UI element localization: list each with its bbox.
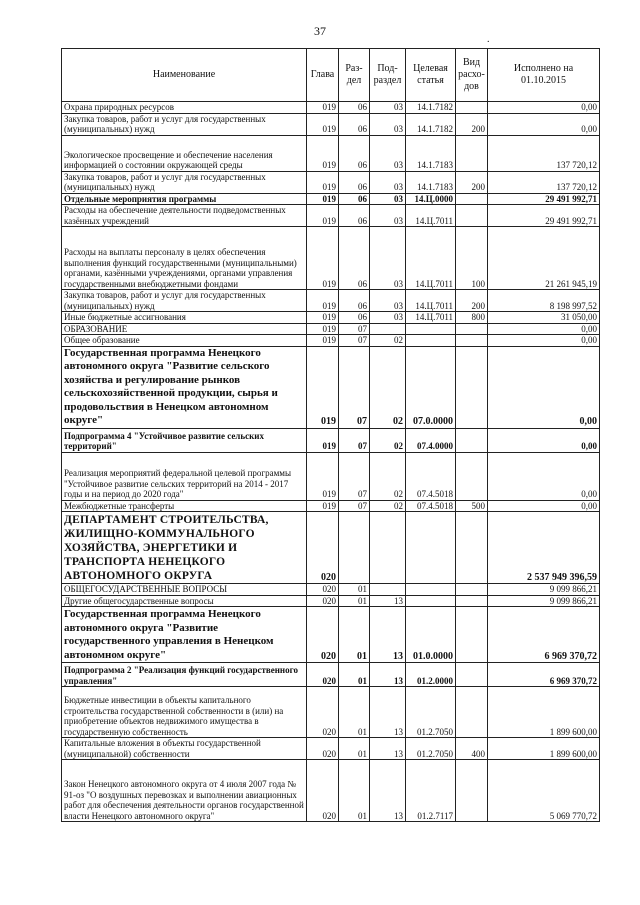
row-chapter: 020 (307, 760, 339, 822)
row-name: Государственная программа Ненецкого автономного округа "Развитие сельского хозяйства и регулирование рынков сельскохозяйственной продукции, сырья и продовольствия в Ненецком автономном округе" (62, 346, 307, 428)
row-chapter: 019 (307, 227, 339, 290)
row-section: 06 (339, 205, 370, 227)
row-chapter: 020 (307, 607, 339, 663)
row-section: 01 (339, 584, 370, 596)
row-expense-type (456, 428, 488, 452)
row-subsection: 03 (370, 205, 406, 227)
row-section: 06 (339, 227, 370, 290)
row-section: 07 (339, 452, 370, 500)
row-subsection: 02 (370, 452, 406, 500)
row-amount: 0,00 (488, 428, 600, 452)
row-chapter: 019 (307, 135, 339, 171)
row-name: Отдельные мероприятия программы (62, 193, 307, 205)
row-chapter: 019 (307, 205, 339, 227)
row-expense-type (456, 346, 488, 428)
row-name: Расходы на обеспечение деятельности подведомственных казённых учреждений (62, 205, 307, 227)
table-row (62, 512, 600, 584)
row-chapter: 020 (307, 595, 339, 607)
row-amount: 6 969 370,72 (488, 607, 600, 663)
row-subsection (370, 323, 406, 335)
row-expense-type (456, 595, 488, 607)
row-subsection: 03 (370, 290, 406, 312)
row-section: 06 (339, 135, 370, 171)
row-name: Реализация мероприятий федеральной целевой программы "Устойчивое развитие сельских территорий на 2014 - 2017 годы и на период до 2020 года" (62, 452, 307, 500)
row-expense-type: 200 (456, 171, 488, 193)
row-subsection: 13 (370, 595, 406, 607)
row-expense-type (456, 687, 488, 738)
row-amount: 2 537 949 396,59 (488, 512, 600, 584)
table-row (62, 738, 600, 760)
row-chapter: 019 (307, 290, 339, 312)
row-target: 14.Ц.0000 (406, 193, 456, 205)
row-chapter: 020 (307, 663, 339, 687)
row-chapter: 019 (307, 500, 339, 512)
table-row (62, 290, 600, 312)
row-target: 14.1.7182 (406, 113, 456, 135)
row-target: 14.1.7183 (406, 135, 456, 171)
row-expense-type: 800 (456, 312, 488, 324)
row-target: 07.4.5018 (406, 452, 456, 500)
table-body (62, 102, 600, 822)
row-target: 14.Ц.7011 (406, 312, 456, 324)
row-subsection: 03 (370, 193, 406, 205)
table-row (62, 102, 600, 114)
row-subsection: 02 (370, 500, 406, 512)
row-subsection (370, 512, 406, 584)
row-expense-type (456, 102, 488, 114)
row-section: 06 (339, 102, 370, 114)
row-name: Бюджетные инвестиции в объекты капитального строительства государственной собственности в (или) на приобретение объектов недвижимого имущества в государственную собственность (62, 687, 307, 738)
row-section: 06 (339, 312, 370, 324)
table-row (62, 171, 600, 193)
row-amount: 9 099 866,21 (488, 595, 600, 607)
row-target: 07.4.0000 (406, 428, 456, 452)
row-expense-type (456, 607, 488, 663)
table-row (62, 687, 600, 738)
row-amount: 9 099 866,21 (488, 584, 600, 596)
row-expense-type (456, 584, 488, 596)
table-row (62, 500, 600, 512)
header-name: Наименование (62, 49, 307, 102)
row-amount: 137 720,12 (488, 135, 600, 171)
row-subsection: 02 (370, 335, 406, 347)
table-row (62, 452, 600, 500)
table-row (62, 193, 600, 205)
row-target: 01.0.0000 (406, 607, 456, 663)
row-chapter: 019 (307, 193, 339, 205)
row-amount: 31 050,00 (488, 312, 600, 324)
page-number: 37 (314, 24, 326, 38)
row-name: Экологическое просвещение и обеспечение населения информацией о состоянии окружающей среды (62, 135, 307, 171)
header-expense-type: Вид расхо- дов (456, 49, 488, 102)
row-chapter: 019 (307, 428, 339, 452)
row-expense-type (456, 512, 488, 584)
row-expense-type: 200 (456, 113, 488, 135)
row-section: 06 (339, 193, 370, 205)
row-section: 06 (339, 290, 370, 312)
table-row (62, 312, 600, 324)
header-section: Раз- дел (339, 49, 370, 102)
row-chapter: 020 (307, 512, 339, 584)
row-target (406, 595, 456, 607)
row-target: 14.Ц.7011 (406, 205, 456, 227)
row-name: ДЕПАРТАМЕНТ СТРОИТЕЛЬСТВА, ЖИЛИЩНО-КОММУНАЛЬНОГО ХОЗЯЙСТВА, ЭНЕРГЕТИКИ И ТРАНСПОРТА НЕНЕЦКОГО АВТОНОМНОГО ОКРУГА (62, 512, 307, 584)
row-section: 07 (339, 323, 370, 335)
row-expense-type (456, 335, 488, 347)
row-expense-type (456, 193, 488, 205)
row-section: 07 (339, 335, 370, 347)
row-section: 07 (339, 428, 370, 452)
row-expense-type: 100 (456, 227, 488, 290)
row-name: Другие общегосударственные вопросы (62, 595, 307, 607)
row-expense-type (456, 323, 488, 335)
row-subsection: 02 (370, 346, 406, 428)
row-section: 01 (339, 607, 370, 663)
row-expense-type: 500 (456, 500, 488, 512)
header-target: Целевая статья (406, 49, 456, 102)
row-amount: 0,00 (488, 323, 600, 335)
row-section: 06 (339, 171, 370, 193)
row-expense-type (456, 663, 488, 687)
row-expense-type (456, 452, 488, 500)
row-target (406, 584, 456, 596)
table-row (62, 135, 600, 171)
row-name: Капитальные вложения в объекты государственной (муниципальной) собственности (62, 738, 307, 760)
row-chapter: 019 (307, 346, 339, 428)
row-subsection: 13 (370, 663, 406, 687)
table-row (62, 584, 600, 596)
budget-table (61, 48, 600, 822)
row-chapter: 020 (307, 738, 339, 760)
row-name: Межбюджетные трансферты (62, 500, 307, 512)
row-subsection: 13 (370, 760, 406, 822)
row-expense-type (456, 135, 488, 171)
row-target: 01.2.7050 (406, 738, 456, 760)
table-header (62, 49, 600, 102)
row-name: Подпрограмма 2 "Реализация функций государственного управления" (62, 663, 307, 687)
row-section: 01 (339, 663, 370, 687)
row-subsection: 03 (370, 312, 406, 324)
row-amount: 5 069 770,72 (488, 760, 600, 822)
row-name: Закупка товаров, работ и услуг для государственных (муниципальных) нужд (62, 113, 307, 135)
table-row (62, 346, 600, 428)
row-amount: 0,00 (488, 335, 600, 347)
row-target: 07.0.0000 (406, 346, 456, 428)
row-name: ОБРАЗОВАНИЕ (62, 323, 307, 335)
row-chapter: 019 (307, 113, 339, 135)
row-amount: 0,00 (488, 500, 600, 512)
row-amount: 8 198 997,52 (488, 290, 600, 312)
row-name: Закупка товаров, работ и услуг для государственных (муниципальных) нужд (62, 171, 307, 193)
row-amount: 0,00 (488, 102, 600, 114)
table-row (62, 335, 600, 347)
row-chapter: 019 (307, 171, 339, 193)
row-chapter: 019 (307, 323, 339, 335)
table-row (62, 227, 600, 290)
row-target: 07.4.5018 (406, 500, 456, 512)
header-executed: Исполнено на 01.10.2015 (488, 49, 600, 102)
row-amount: 21 261 945,19 (488, 227, 600, 290)
row-target: 14.1.7183 (406, 171, 456, 193)
row-name: Закупка товаров, работ и услуг для государственных (муниципальных) нужд (62, 290, 307, 312)
table-row (62, 663, 600, 687)
row-name: Расходы на выплаты персоналу в целях обеспечения выполнения функций государственными (муниципальными) органами, казёнными учреждениями, органами управления государственными внебюджетными фондами (62, 227, 307, 290)
row-chapter: 019 (307, 102, 339, 114)
row-expense-type (456, 205, 488, 227)
table-row (62, 428, 600, 452)
row-subsection: 03 (370, 135, 406, 171)
row-name: Общее образование (62, 335, 307, 347)
row-target: 14.Ц.7011 (406, 290, 456, 312)
row-subsection: 02 (370, 428, 406, 452)
row-section: 01 (339, 760, 370, 822)
row-amount: 29 491 992,71 (488, 193, 600, 205)
row-section: 07 (339, 346, 370, 428)
stray-mark: . (487, 34, 490, 45)
row-amount: 0,00 (488, 346, 600, 428)
table-row (62, 760, 600, 822)
row-subsection: 03 (370, 113, 406, 135)
row-name: ОБЩЕГОСУДАРСТВЕННЫЕ ВОПРОСЫ (62, 584, 307, 596)
row-target: 01.2.0000 (406, 663, 456, 687)
row-amount: 137 720,12 (488, 171, 600, 193)
row-target (406, 335, 456, 347)
row-section: 07 (339, 500, 370, 512)
row-expense-type: 200 (456, 290, 488, 312)
row-section (339, 512, 370, 584)
row-amount: 1 899 600,00 (488, 687, 600, 738)
row-target: 14.Ц.7011 (406, 227, 456, 290)
row-amount: 0,00 (488, 113, 600, 135)
row-name: Охрана природных ресурсов (62, 102, 307, 114)
row-subsection: 13 (370, 607, 406, 663)
row-chapter: 019 (307, 335, 339, 347)
row-expense-type (456, 760, 488, 822)
row-chapter: 019 (307, 312, 339, 324)
row-name: Иные бюджетные ассигнования (62, 312, 307, 324)
row-target (406, 512, 456, 584)
row-subsection: 03 (370, 171, 406, 193)
table-row (62, 595, 600, 607)
row-target: 14.1.7182 (406, 102, 456, 114)
row-name: Государственная программа Ненецкого автономного округа "Развитие государственного управления в Ненецком автономном округе" (62, 607, 307, 663)
row-amount: 29 491 992,71 (488, 205, 600, 227)
row-subsection: 13 (370, 687, 406, 738)
row-amount: 0,00 (488, 452, 600, 500)
table-row (62, 205, 600, 227)
row-chapter: 019 (307, 452, 339, 500)
row-amount: 1 899 600,00 (488, 738, 600, 760)
table-row (62, 113, 600, 135)
row-subsection (370, 584, 406, 596)
row-chapter: 020 (307, 687, 339, 738)
header-subsection: Под- раздел (370, 49, 406, 102)
row-amount: 6 969 370,72 (488, 663, 600, 687)
row-chapter: 020 (307, 584, 339, 596)
table-row (62, 607, 600, 663)
row-subsection: 03 (370, 227, 406, 290)
row-section: 01 (339, 738, 370, 760)
row-subsection: 13 (370, 738, 406, 760)
row-subsection: 03 (370, 102, 406, 114)
row-expense-type: 400 (456, 738, 488, 760)
table-row (62, 323, 600, 335)
header-chapter: Глава (307, 49, 339, 102)
row-section: 01 (339, 687, 370, 738)
row-name: Закон Ненецкого автономного округа от 4 июля 2007 года № 91-оз "О воздушных перевозках и выполнении авиационных работ для обеспечения деятельности органов государственной власти Ненецкого автономного округа" (62, 760, 307, 822)
row-target: 01.2.7050 (406, 687, 456, 738)
row-target: 01.2.7117 (406, 760, 456, 822)
row-name: Подпрограмма 4 "Устойчивое развитие сельских территорий" (62, 428, 307, 452)
row-section: 01 (339, 595, 370, 607)
row-target (406, 323, 456, 335)
row-section: 06 (339, 113, 370, 135)
